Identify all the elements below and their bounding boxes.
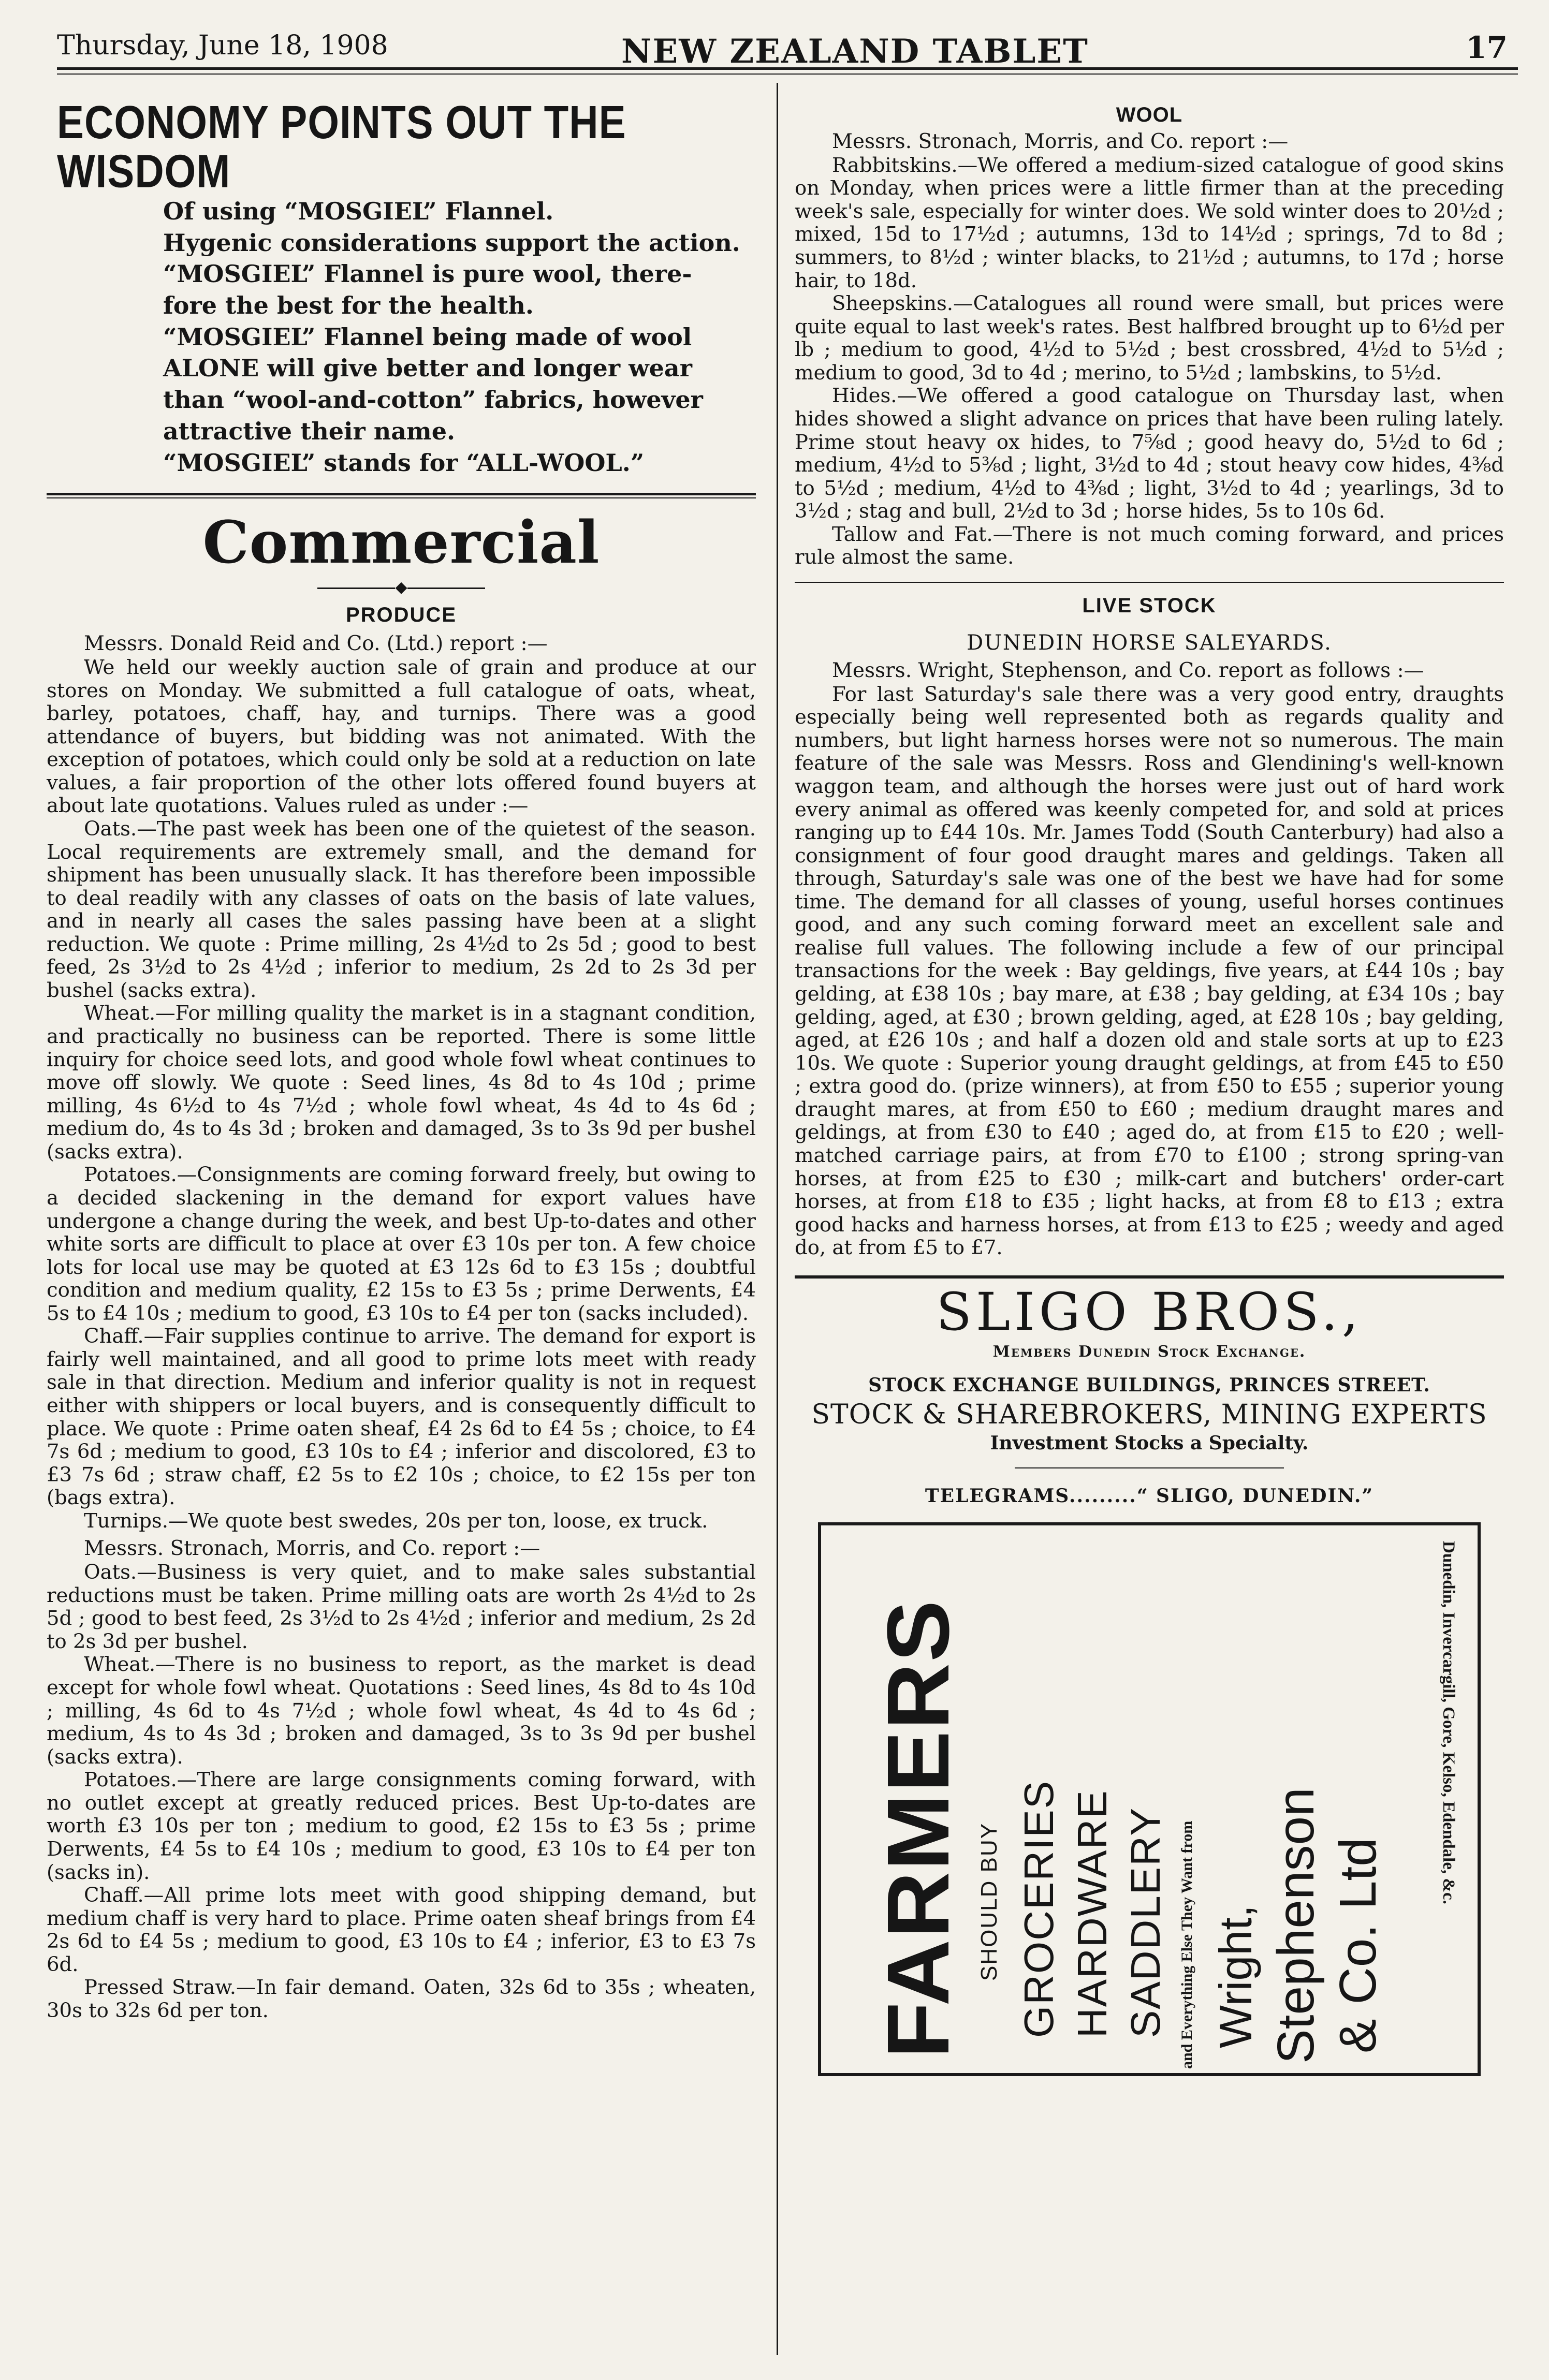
mosgiel-line: Of using “MOSGIEL” Flannel. <box>163 197 554 225</box>
header-rule-thin <box>57 74 1518 75</box>
report-paragraph: Tallow and Fat.—There is not much coming forward, and prices rule almost the same. <box>795 522 1504 569</box>
section-rule <box>47 493 756 495</box>
report-paragraph: Oats.—Business is very quiet, and to make sales substantial reductions must be taken. Prime milling oats are worth 2s 4½d to 2s 5d ; good to best feed, 2s 3½d to 2s 4½d ; inferior and medium, 2s 2d to 2s 3d per bushel. <box>47 1561 756 1653</box>
farmers-company-co: & Co. Ltd <box>1329 1837 1387 2053</box>
issue-date: Thursday, June 18, 1908 <box>57 30 388 61</box>
saleyards-subheading: DUNEDIN HORSE SALEYARDS. <box>967 630 1332 655</box>
firm-report-line: Messrs. Wright, Stephenson, and Co. report as follows :— <box>832 658 1424 682</box>
sligo-rule <box>1015 1467 1284 1468</box>
section-rule <box>795 582 1504 583</box>
section-rule-thin <box>47 497 756 498</box>
column-divider <box>777 83 778 2355</box>
firm-report-line: Messrs. Stronach, Morris, and Co. report :— <box>84 1537 540 1561</box>
sligo-members: Members Dunedin Stock Exchange. <box>992 1342 1306 1361</box>
page-number: 17 <box>1466 30 1508 65</box>
ornament-divider: ◆ <box>47 580 756 595</box>
mosgiel-line: than “wool-and-cotton” fabrics, however <box>163 386 703 414</box>
mosgiel-line: fore the best for the health. <box>163 291 534 319</box>
mosgiel-advertisement <box>47 88 756 483</box>
header-rule <box>57 67 1518 70</box>
mosgiel-line: “MOSGIEL” stands for “ALL-WOOL.” <box>163 448 645 477</box>
sligo-address: STOCK EXCHANGE BUILDINGS, PRINCES STREET. <box>868 1374 1430 1396</box>
livestock-heading: LIVE STOCK <box>1082 594 1217 617</box>
farmers-hardware: HARDWARE <box>1069 1789 1115 2038</box>
mosgiel-line: attractive their name. <box>163 417 455 445</box>
farmers-big-word: FARMERS <box>869 1599 968 2059</box>
wool-heading: WOOL <box>1116 104 1183 126</box>
report-paragraph: Oats.—The past week has been one of the quietest of the season. Local requirements are extremely small, and the demand for shipment has been unusually slack. It has therefore been impossible to deal readily with any classes of oats on the basis of late values, and in nearly all cases the sales passing have been at a slight reduction. We quote : Prime milling, 2s 4½d to 2s 5d ; good to best feed, 2s 3½d to 2s 4½d ; inferior to medium, 2s 2d to 2s 3d per bushel (sacks extra). <box>47 817 756 1002</box>
farmers-places: Dunedin, Invercargill, Gore, Kelso, Edendale, &c. <box>1439 1540 1458 1904</box>
produce-heading: PRODUCE <box>345 604 457 627</box>
farmers-company-wright: Wright, <box>1210 1904 1261 2048</box>
report-paragraph: Chaff.—Fair supplies continue to arrive. The demand for export is fairly well maintained, and all good to prime lots meet with ready sale in that direction. Medium and inferior quality is not in request either with shippers or local buyers, and is consequently difficult to place. We quote : Prime oaten sheaf, £4 2s 6d to £4 5s ; choice, to £4 7s 6d ; medium to good, £3 10s to £4 ; inferior and discolored, £3 to £3 7s 6d ; straw chaff, £2 5s to £2 10s ; choice, to £2 15s per ton (bags extra). <box>47 1325 756 1510</box>
masthead-title: NEW ZEALAND TABLET <box>621 32 1089 71</box>
sligo-investment: Investment Stocks a Specialty. <box>990 1432 1309 1454</box>
report-paragraph: Potatoes.—Consignments are coming forward freely, but owing to a decided slackening in the demand for export values have undergone a change during the week, and best Up-to-dates and other white sorts are difficult to place at over £3 10s per ton. A few choice lots for local use may be quoted at £3 12s 6d to £3 15s ; doubtful condition and medium quality, £2 15s to £3 5s ; prime Derwents, £4 5s to £4 10s ; medium to good, £3 10s to £4 per ton (sacks included). <box>47 1163 756 1325</box>
farmers-saddlery: SADDLERY <box>1122 1806 1168 2038</box>
firm-report-line: Messrs. Donald Reid and Co. (Ltd.) report :— <box>84 632 548 656</box>
sligo-advertisement <box>795 1275 1504 1507</box>
mosgiel-line: “MOSGIEL” Flannel being made of wool <box>163 322 692 351</box>
report-paragraph: For last Saturday's sale there was a very good entry, draughts especially being well represented both as regards quality and numbers, but light harness horses were not so numerous. The main feature of the sale was Messrs. Ross and Glendining's well-known waggon team, and although the horses were just out of hard work every animal as offered was keenly competed for, and sold at prices ranging up to £44 10s. Mr. James Todd (South Canterbury) had also a consignment of four good draught mares and geldings. Taken all through, Saturday's sale was one of the best we have had for some time. The demand for all classes of young, useful horses continues good, and any such coming forward meet an excellent sale and realise full values. The following include a few of our principal transactions for the week : Bay geldings, five years, at £44 10s ; bay gelding, at £38 10s ; bay mare, at £38 ; bay gelding, at £34 10s ; bay gelding, aged, at £30 ; brown gelding, aged, at £28 10s ; bay gelding, aged, at £26 10s ; and half a dozen old and stale sorts at up to £23 10s. We quote : Superior young draught geldings, at from £45 to £50 ; extra good do. (prize winners), at from £50 to £55 ; superior young draught mares, at from £50 to £60 ; medium draught mares and geldings, at from £30 to £40 ; aged do, at from £15 to £20 ; well-matched carriage pairs, at from £70 to £100 ; strong spring-van horses, at from £25 to £30 ; milk-cart and butchers' order-cart horses, at from £18 to £35 ; light hacks, at from £8 to £13 ; extra good hacks and harness horses, at from £13 to £25 ; weedy and aged do, at from £5 to £7. <box>795 682 1504 1260</box>
farmers-else: and Everything Else They Want from <box>1178 1820 1195 2069</box>
sligo-name: SLIGO BROS., <box>936 1281 1363 1342</box>
report-paragraph: Wheat.—For milling quality the market is in a stagnant condition, and practically no business can be reported. There is some little inquiry for choice seed lots, and good whole fowl wheat continues to move off slowly. We quote : Seed lines, 4s 8d to 4s 10d ; prime milling, 4s 6½d to 4s 7½d ; whole fowl wheat, 4s 4d to 4s 6d ; medium do, 4s to 4s 3d ; broken and damaged, 3s to 3s 9d per bushel (sacks extra). <box>47 1002 756 1164</box>
right-column <box>795 88 1504 2076</box>
firm-report-line: Messrs. Stronach, Morris, and Co. report :— <box>832 130 1289 153</box>
farmers-should-buy: SHOULD BUY <box>976 1822 1002 1981</box>
mosgiel-headline: ECONOMY POINTS OUT THE WISDOM <box>57 96 626 197</box>
report-paragraph: Potatoes.—There are large consignments coming forward, with no outlet except at greatly reduced prices. Best Up-to-dates are worth £3 10s per ton ; medium to good, £2 15s to £3 5s ; prime Derwents, £4 5s to £4 10s ; medium to good, £3 10s to £4 per ton (sacks in). <box>47 1768 756 1884</box>
farmers-advertisement <box>818 1522 1481 2076</box>
report-paragraph: Wheat.—There is no business to report, as the market is dead except for whole fowl wheat. Quotations : Seed lines, 4s 8d to 4s 10d ; milling, 4s 6d to 4s 7½d ; whole fowl wheat, 4s 4d to 4s 6d ; medium, 4s to 4s 3d ; broken and damaged, 3s to 3s 9d per bushel (sacks extra). <box>47 1653 756 1769</box>
sligo-trade: STOCK & SHAREBROKERS, MINING EXPERTS <box>811 1399 1487 1430</box>
report-paragraph: Pressed Straw.—In fair demand. Oaten, 32s 6d to 35s ; wheaten, 30s to 32s 6d per ton. <box>47 1976 756 2022</box>
farmers-company-stephenson: Stephenson <box>1267 1787 1325 2064</box>
report-paragraph: Hides.—We offered a good catalogue on Thursday last, when hides showed a slight advance on prices that have been ruling lately. Prime stout heavy ox hides, to 7⅝d ; good heavy do, 5½d to 6d ; medium, 4½d to 5⅜d ; light, 3½d to 4d ; stout heavy cow hides, 4⅜d to 5½d ; medium, 4½d to 4⅜d ; light, 3½d to 4d ; yearlings, 3d to 3½d ; stag and bull, 2½d to 3d ; horse hides, 5s to 10s 6d. <box>795 384 1504 523</box>
sligo-telegrams: TELEGRAMS.........“ SLIGO, DUNEDIN.” <box>925 1485 1374 1507</box>
report-paragraph: Rabbitskins.—We offered a medium-sized catalogue of good skins on Monday, when prices were a little firmer than at the preceding week's sale, especially for winter does. We sold winter does to 20½d ; mixed, 15d to 17½d ; autumns, 13d to 14½d ; springs, 7d to 8d ; summers, to 8½d ; winter blacks, to 21½d ; autumns, to 17d ; horse hair, to 18d. <box>795 153 1504 292</box>
mosgiel-line: “MOSGIEL” Flannel is pure wool, there- <box>163 260 692 288</box>
report-paragraph: Turnips.—We quote best swedes, 20s per ton, loose, ex truck. <box>84 1509 708 1533</box>
report-paragraph: Sheepskins.—Catalogues all round were small, but prices were quite equal to last week's rates. Best halfbred brought up to 6½d per lb ; medium to good, 4½d to 5½d ; best crossbred, 4½d to 5½d ; medium to good, 3d to 4d ; merino, to 5½d ; lambskins, to 5½d. <box>795 292 1504 385</box>
running-head <box>57 21 1518 70</box>
farmers-groceries: GROCERIES <box>1016 1780 1062 2038</box>
report-paragraph: We held our weekly auction sale of grain and produce at our stores on Monday. We submitted a full catalogue of oats, wheat, barley, potatoes, chaff, hay, and turnips. There was a good attendance of buyers, but bidding was not animated. With the exception of potatoes, which could only be sold at a reduction on late values, a fair proportion of the other lots offered found buyers at about late quotations. Values ruled as under :— <box>47 656 756 818</box>
mosgiel-line: Hygenic considerations support the action. <box>163 228 740 257</box>
left-column <box>47 88 756 2022</box>
section-heading-commercial: Commercial <box>202 509 600 577</box>
report-paragraph: Chaff.—All prime lots meet with good shipping demand, but medium chaff is very hard to place. Prime oaten sheaf brings from £4 2s 6d to £4 5s ; medium to good, £3 10s to £4 ; inferior, £3 to £3 7s 6d. <box>47 1884 756 1976</box>
mosgiel-line: ALONE will give better and longer wear <box>163 354 692 383</box>
